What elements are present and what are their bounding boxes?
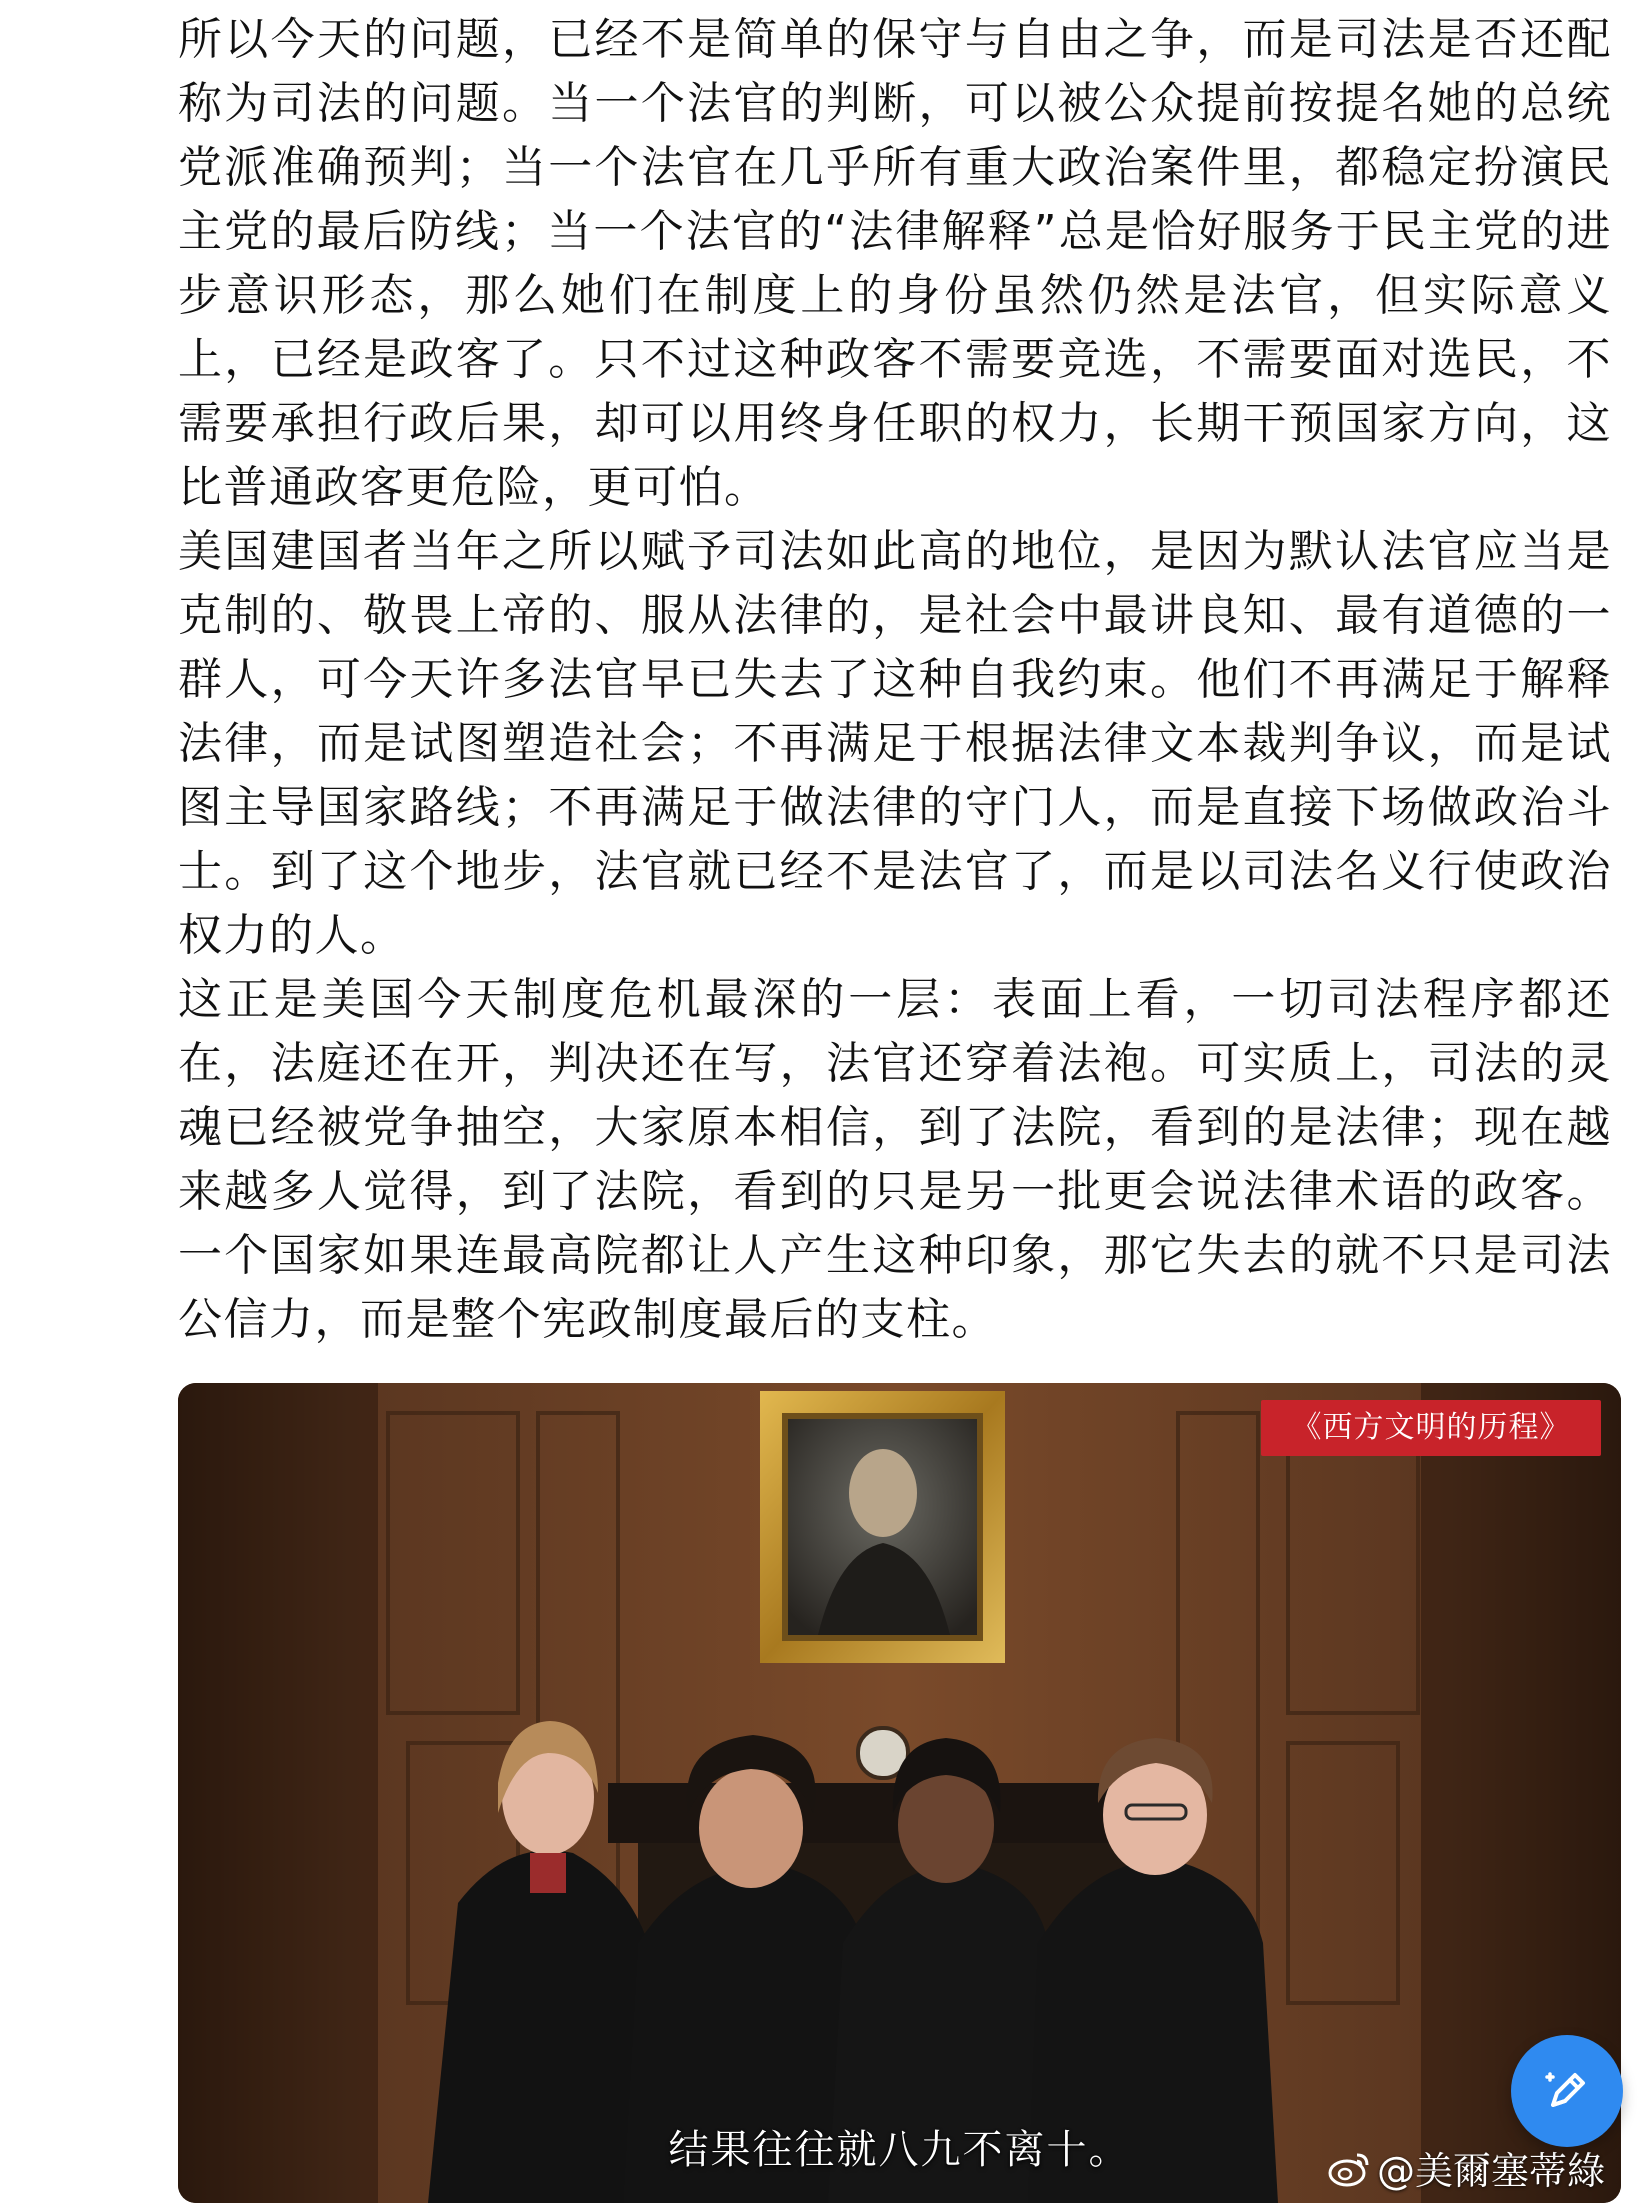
post-image[interactable]	[178, 1383, 1621, 2203]
weibo-watermark	[1327, 2140, 1605, 2195]
paragraph-1: 所以今天的问题，已经不是简单的保守与自由之争，而是司法是否还配称为司法的问题。当一个法官的判断，可以被公众提前按提名她的总统党派准确预判；当一个法官在几乎所有重大政治案件里，都稳定扮演民主党的最后防线；当一个法官的“法律解释”总是恰好服务于民主党的进步意识形态，那么她们在制度上的身份虽然仍然是法官，但实际意义上，已经是政客了。只不过这种政客不需要竞选，不需要面对选民，不需要承担行政后果，却可以用终身任职的权力，长期干预国家方向，这比普通政客更危险，更可怕。	[178, 14, 1612, 513]
paragraph-3: 这正是美国今天制度危机最深的一层：表面上看，一切司法程序都还在，法庭还在开，判决还在写，法官还穿着法袍。可实质上，司法的灵魂已经被党争抽空，大家原本相信，到了法院，看到的是法律；现在越来越多人觉得，到了法院，看到的只是另一批更会说法律术语的政客。一个国家如果连最高院都让人产生这种印象，那它失去的就不只是司法公信力，而是整个宪政制度最后的支柱。	[178, 974, 1612, 1345]
video-subtitle: 结果往往就八九不离十。	[668, 2127, 1131, 2173]
edit-pen-icon	[1539, 2063, 1595, 2119]
watermark-handle: @美爾塞蒂綠	[1376, 2149, 1605, 2193]
source-badge: 《西方文明的历程》	[1261, 1400, 1601, 1456]
weibo-logo-icon	[1327, 2149, 1371, 2187]
courtroom-photo	[178, 1383, 1621, 2203]
paragraph-2: 美国建国者当年之所以赋予司法如此高的地位，是因为默认法官应当是克制的、敬畏上帝的、服从法律的，是社会中最讲良知、最有道德的一群人，可今天许多法官早已失去了这种自我约束。他们不再满足于解释法律，而是试图塑造社会；不再满足于根据法律文本裁判争议，而是试图主导国家路线；不再满足于做法律的守门人，而是直接下场做政治斗士。到了这个地步，法官就已经不是法官了，而是以司法名义行使政治权力的人。	[178, 526, 1612, 961]
post-body	[178, 8, 1612, 1352]
compose-fab-button[interactable]	[1511, 2035, 1623, 2147]
